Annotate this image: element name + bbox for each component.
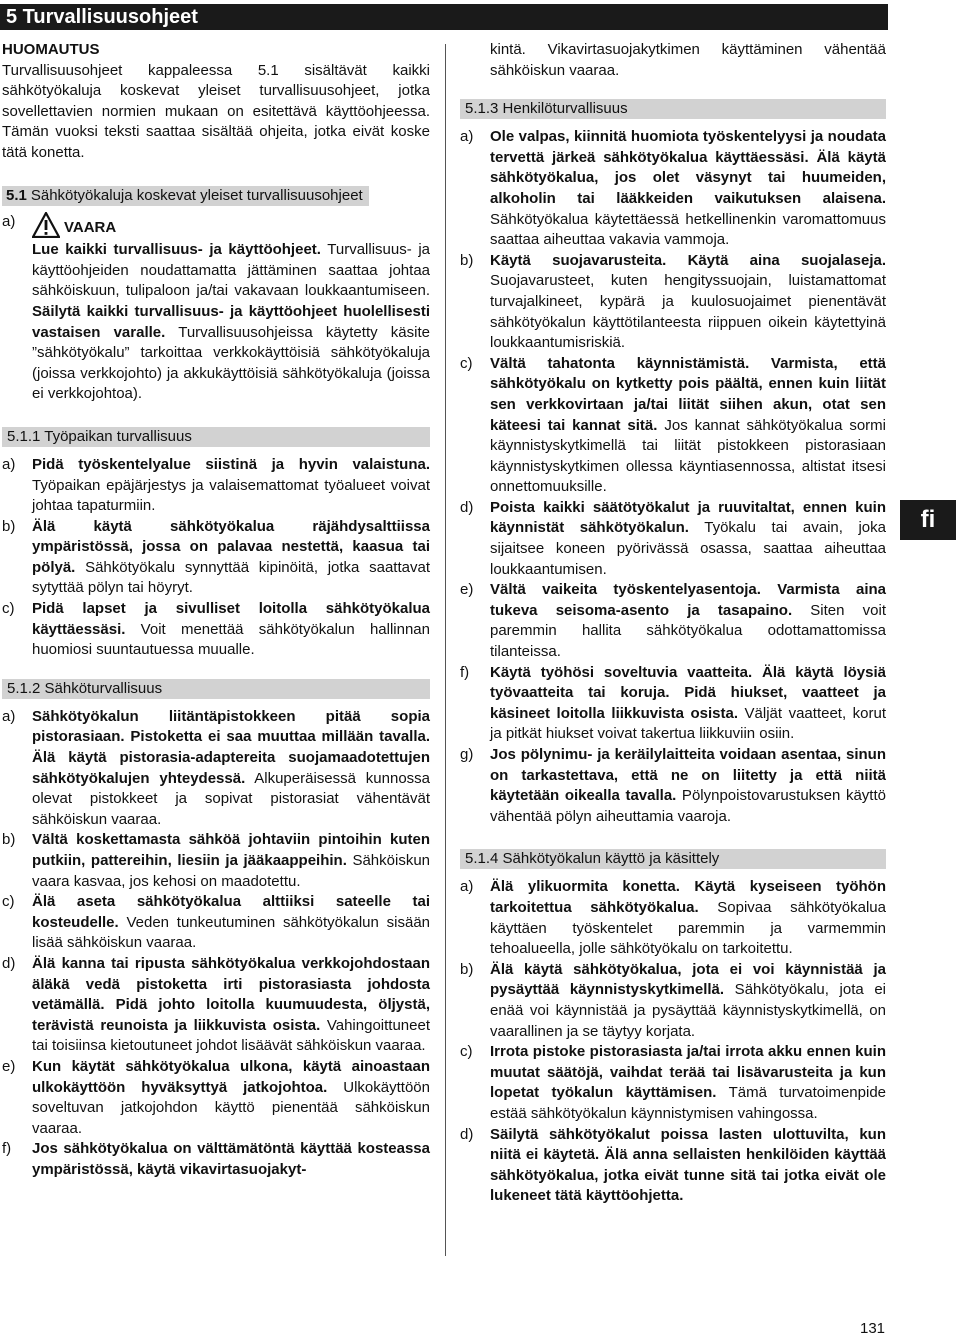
- list-item: g) Jos pölynimu- ja keräilylaitteita voidaan asentaa, sinun on tarkastettava, että ne on liitetty ja että niitä käytetään oikealla tavalla. Pölynpoistovarustuksen käyttö vähentää pölyn aiheuttamia vaaroja.: [460, 746, 886, 825]
- right-column: [460, 40, 886, 1207]
- section-5-1-heading: [2, 186, 430, 207]
- chapter-header: 5 Turvallisuusohjeet: [0, 4, 888, 30]
- section-number: 5.1: [2, 186, 31, 207]
- list-item: b) Vältä koskettamasta sähköä johtaviin pintoihin kuten putkiin, pattereihin, liesiin ja jääkaappeihin. Sähköiskun vaara kasvaa, jos kehosi on maadotettu.: [2, 831, 430, 890]
- note-title: HUOMAUTUS: [2, 41, 100, 58]
- list-5-1-2: [2, 707, 430, 1181]
- column-divider: [445, 44, 446, 1256]
- warning-label: VAARA: [64, 218, 117, 236]
- list-item: e) Kun käytät sähkötyökalua ulkona, käytä ainoastaan ulkokäyttöön hyväksyttyä jatkojohtoa. Ulkokäyttöön soveltuvan jatkojohdon käyttö pienentää sähköiskun vaaraa.: [2, 1057, 430, 1137]
- list-5-1-4: [460, 877, 886, 1207]
- warning-text: Lue kaikki turvallisuus- ja käyttöohjeet. Turvallisuus- ja käyttöohjeiden noudattamatta jättäminen saattaa johtaa sähköiskuun, tulipaloon ja/tai vakavaan loukkaantumiseen. Säilytä kaikki turvallisuus- ja käyttöohjeet huolellisesti vastaisen varalle. Turvallisuusohjeissa käytetty käsite ”sähkötyökalu” tarkoittaa verkkokäyttöisiä sähkötyökaluja (joissa verkkojohto) ja akkukäyttöisiä sähkötyökaluja (joissa ei verkkojohtoa).: [32, 241, 430, 403]
- list-item: c) Älä aseta sähkötyökalua alttiiksi sateelle tai kosteudelle. Veden tunkeutuminen sähkötyökalun sisään lisää sähköiskun vaaraa.: [2, 893, 430, 952]
- list-item: d) Säilytä sähkötyökalut poissa lasten ulottuvilta, kun niitä ei käytetä. Älä anna sellaisten henkilöiden käyttää sähkötyökalua, jotka eivät tunne sitä tai jotka eivät ole lukeneet tätä käyttöohjetta.: [460, 1125, 886, 1205]
- section-5-1-1-heading: 5.1.1 Työpaikan turvallisuus: [2, 427, 430, 447]
- list-item: c) Vältä tahatonta käynnistämistä. Varmista, että sähkötyökalu on kytketty pois päältä, ennen kuin liität sen verkkovirtaan ja/tai liität siihen akun, otat sen käteesi tai kannat sitä. Jos kannat sähkötyökalua sormi käynnistyskytkimellä tai liität pistokkeen pistorasiaan käynnistyskytkimen ollessa käyntiasennossa, altistat itsesi onnettomuuksille.: [460, 354, 886, 496]
- list-item: e) Vältä vaikeita työskentelyasentoja. Varmista aina tukeva seisoma-asento ja tasapaino. Siten voit paremmin hallita sähkötyökalua odottamattomissa tilanteissa.: [460, 581, 886, 661]
- list-item: a) Älä ylikuormita konetta. Käytä kyseiseen työhön tarkoitettua sähkötyökalua. Sopivaa sähkötyökalua käyttäen työskentelet paremmin ja varmemmin tehoalueella, jolle sähkötyökalu on tarkoitettu.: [460, 878, 886, 958]
- continuation-text: kintä. Vikavirtasuojakytkimen käyttäminen vähentää sähköiskun vaaraa.: [490, 41, 886, 79]
- list-item: d) Poista kaikki säätötyökalut ja ruuvitaltat, ennen kuin käynnistät sähkötyökalun. Työkalu tai avain, joka sijaitsee koneen pyörivässä osassa, saattaa aiheuttaa loukkaantumisen.: [460, 498, 886, 578]
- list-item: f) Käytä työhösi soveltuvia vaatteita. Älä käytä löysiä työvaatteita tai koruja. Pidä hiukset, vaatteet ja käsineet loitolla liikkuvista osista. Väljät vaatteet, korut ja pitkät hiukset voivat takertua liikkuviin osiin.: [460, 663, 886, 743]
- list-item: b) Älä käytä sähkötyökalua räjähdysalttiissa ympäristössä, jossa on palavaa nestettä, kaasua tai pölyä. Sähkötyökalu synnyttää kipinöitä, jotka saattavat sytyttää pölyn tai höyryt.: [2, 517, 430, 597]
- section-5-1-4-heading: 5.1.4 Sähkötyökalun käyttö ja käsittely: [460, 849, 886, 869]
- list-item: a) Sähkötyökalun liitäntäpistokkeen pitää sopia pistorasiaan. Pistoketta ei saa muuttaa millään tavalla. Älä käytä pistorasia-adaptereita suojamaadotettujen sähkötyökalujen yhteydessä. Alkuperäisessä kunnossa olevat pistokkeet ja sopivat pistorasiat vähentävät sähköiskun vaaraa.: [2, 707, 430, 828]
- list-5-1-1: [2, 455, 430, 661]
- section-5-1-3-heading: 5.1.3 Henkilöturvallisuus: [460, 99, 886, 119]
- list-item: c) Irrota pistoke pistorasiasta ja/tai irrota akku ennen kuin muutat säätöjä, vaihdat terää tai lisävarusteita ja kun lopetat työkalun käyttämisen. Tämä turvatoimenpide estää sähkötyökalun käynnistymisen vahingossa.: [460, 1043, 887, 1122]
- note-text: Turvallisuusohjeet kappaleessa 5.1 sisältävät kaikki sähkötyökaluja koskevat yleiset turvallisuusohjeet, jotka sovellettavien normien mukaan on esitettävä käyttöohjeessa. Tämän vuoksi teksti saattaa sisältää ohjeita, jotka eivät koske tätä konetta.: [2, 61, 430, 161]
- list-item: b) Älä käytä sähkötyökalua, jota ei voi käynnistää ja pysäyttää käynnistyskytkimellä. Sähkötyökalu, jota ei enää voi käynnistää ja pysäyttää käynnistyskytkimellä, on vaarallinen ja se täytyy korjata.: [460, 960, 886, 1040]
- language-tab: fi: [900, 500, 956, 540]
- page-number: 131: [860, 1320, 886, 1337]
- list-item: a) Ole valpas, kiinnitä huomiota työskentelyysi ja noudata tervettä järkeä sähkötyökalua käyttäessäsi. Älä käytä sähkötyökalua, jos olet väsynyt tai huumeiden, alkoholin tai lääkkeiden vaikutuksen alaisena. Sähkötyökalua käytettäessä hetkellinenkin varomattomuus saattaa aiheuttaa vakavia vammoja.: [460, 128, 886, 249]
- list-item: d) Älä kanna tai ripusta sähkötyökalua verkkojohdostaan äläkä vedä pistoketta irti pistorasiasta johdosta vetämällä. Pidä johto loitolla kuumuudesta, öljystä, terävistä reunoista ja liikkuvista osista. Vahingoittuneet tai toisiinsa kietoutuneet johdot lisäävät sähköiskun vaaraa.: [2, 954, 431, 1055]
- warning-triangle-icon: [32, 212, 60, 238]
- list-item: f) Jos sähkötyökalua on välttämätöntä käyttää kosteassa ympäristössä, käytä vikavirtasuojakyt-: [2, 1140, 430, 1178]
- warning-heading: [32, 212, 430, 238]
- left-column: [2, 40, 430, 1181]
- item-label: a): [2, 213, 16, 231]
- warning-block: [2, 212, 430, 405]
- list-item: a) Pidä työskentelyalue siistinä ja hyvin valaistuna. Työpaikan epäjärjestys ja valaisemattomat työalueet voivat johtaa tapaturmiin.: [2, 455, 430, 515]
- section-title: Sähkötyökaluja koskevat yleiset turvallisuusohjeet: [31, 186, 369, 207]
- list-item: c) Pidä lapset ja sivulliset loitolla sähkötyökalua käyttäessäsi. Voit menettää sähkötyökalun hallinnan huomiosi suuntautuessa muualle.: [2, 600, 430, 659]
- list-item: b) Käytä suojavarusteita. Käytä aina suojalaseja. Suojavarusteet, kuten hengityssuojain, luistamattomat turvajalkineet, kypärä ja kuulosuojaimet pienentävät sähkötyökalun käyttötilanteesta riippuen oikein käytettyinä loukkaantumisriskiä.: [460, 251, 886, 352]
- list-5-1-3: [460, 127, 886, 827]
- section-5-1-2-heading: 5.1.2 Sähköturvallisuus: [2, 679, 430, 699]
